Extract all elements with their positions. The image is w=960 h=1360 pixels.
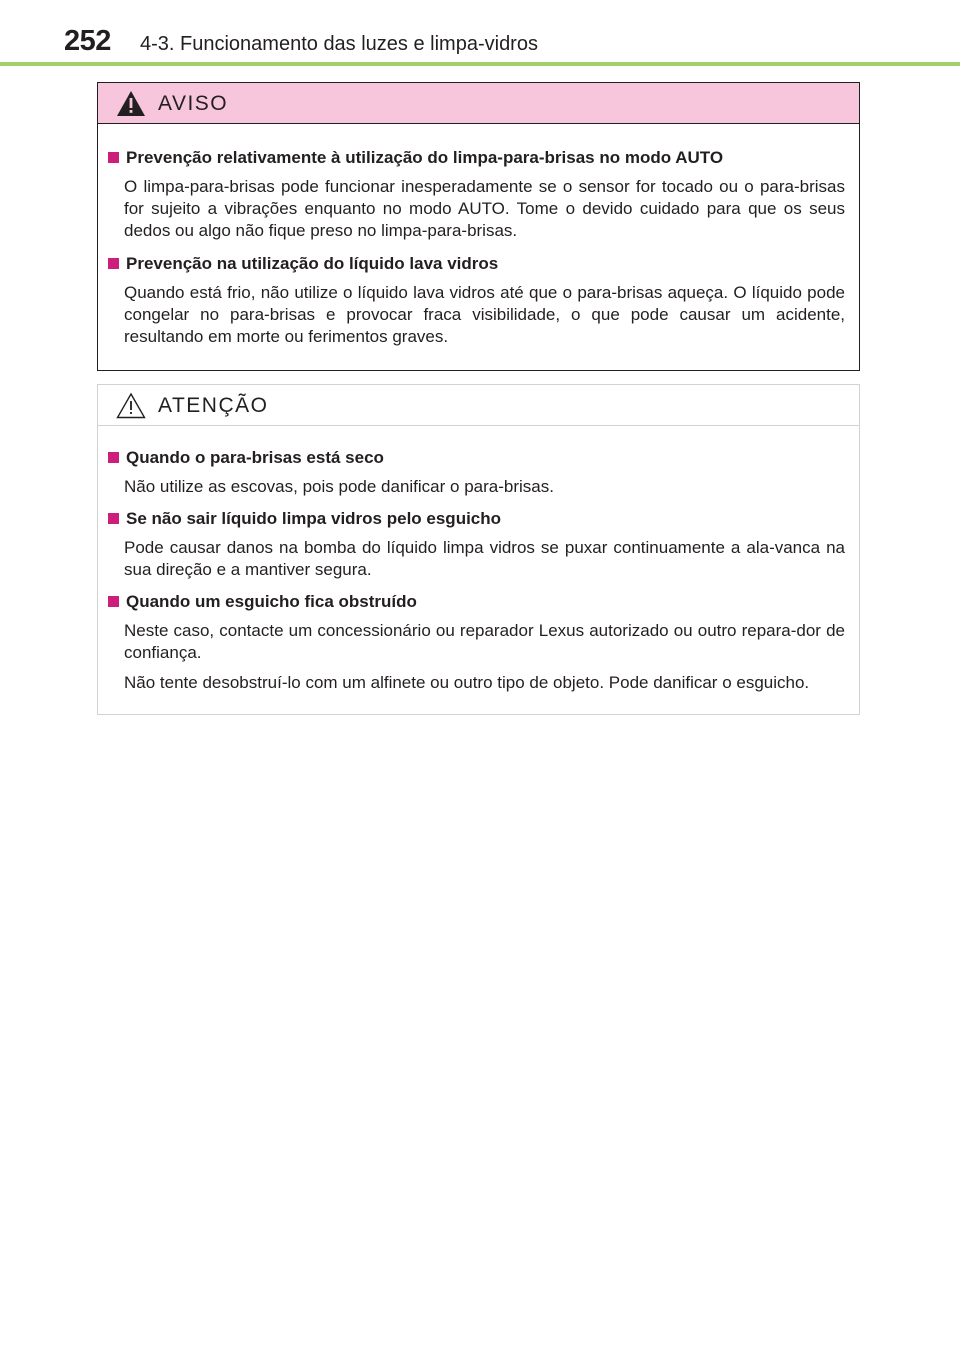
atencao-item-text: Não utilize as escovas, pois pode danificar o para-brisas.	[124, 477, 554, 496]
square-bullet-icon	[108, 152, 119, 163]
atencao-item-title	[106, 590, 845, 614]
page-number: 252	[64, 25, 111, 57]
aviso-body	[98, 124, 859, 348]
section-title: 4-3. Funcionamento das luzes e limpa-vidros	[140, 33, 538, 55]
aviso-item-title	[106, 252, 845, 276]
atencao-item-title-text: Quando o para-brisas está seco	[126, 448, 384, 467]
atencao-header	[98, 385, 859, 426]
aviso-header	[98, 83, 859, 124]
aviso-item	[106, 252, 845, 348]
atencao-item-title-text: Quando um esguicho fica obstruído	[126, 592, 417, 611]
atencao-item-text-2: Não tente desobstruí-lo com um alfinete ou outro tipo de objeto. Pode danificar o esguicho.	[124, 673, 810, 692]
header-divider	[0, 62, 960, 66]
square-bullet-icon	[108, 258, 119, 269]
atencao-item-text: Pode causar danos na bomba do líquido limpa vidros se puxar continuamente a ala-vanca na sua direção e a mantiver segura.	[124, 538, 845, 579]
atencao-item	[106, 446, 845, 498]
aviso-warning-box	[97, 82, 860, 371]
aviso-item	[106, 146, 845, 242]
aviso-item-title	[106, 146, 845, 170]
page-header	[0, 0, 960, 66]
atencao-item-title-text: Se não sair líquido limpa vidros pelo esguicho	[126, 509, 502, 528]
atencao-item	[106, 590, 845, 694]
aviso-label: AVISO	[158, 92, 229, 115]
atencao-item	[106, 507, 845, 581]
atencao-item-text: Neste caso, contacte um concessionário ou reparador Lexus autorizado ou outro repara-dor de confiança.	[124, 621, 845, 662]
square-bullet-icon	[108, 452, 119, 463]
aviso-item-title-text: Prevenção relativamente à utilização do limpa-para-brisas no modo AUTO	[126, 148, 724, 167]
aviso-item-text: O limpa-para-brisas pode funcionar inesperadamente se o sensor for tocado ou o para-brisas for sujeito a vibrações enquanto no modo AUTO. Tome o devido cuidado para que os seus dedos ou algo não fique preso no limpa-para-brisas.	[124, 177, 845, 240]
atencao-item-title	[106, 446, 845, 470]
atencao-caution-box	[97, 384, 860, 715]
atencao-label: ATENÇÃO	[158, 394, 269, 417]
aviso-item-text: Quando está frio, não utilize o líquido lava vidros até que o para-brisas aqueça. O líquido pode congelar no para-brisas e provocar fraca visibilidade, o que pode causar um acidente, resultando em morte ou ferimentos graves.	[124, 283, 845, 346]
warning-triangle-filled-icon	[116, 90, 146, 117]
warning-triangle-outline-icon	[116, 392, 146, 419]
atencao-body	[98, 426, 859, 694]
aviso-item-title-text: Prevenção na utilização do líquido lava vidros	[126, 254, 499, 273]
atencao-item-title	[106, 507, 845, 531]
square-bullet-icon	[108, 513, 119, 524]
square-bullet-icon	[108, 596, 119, 607]
